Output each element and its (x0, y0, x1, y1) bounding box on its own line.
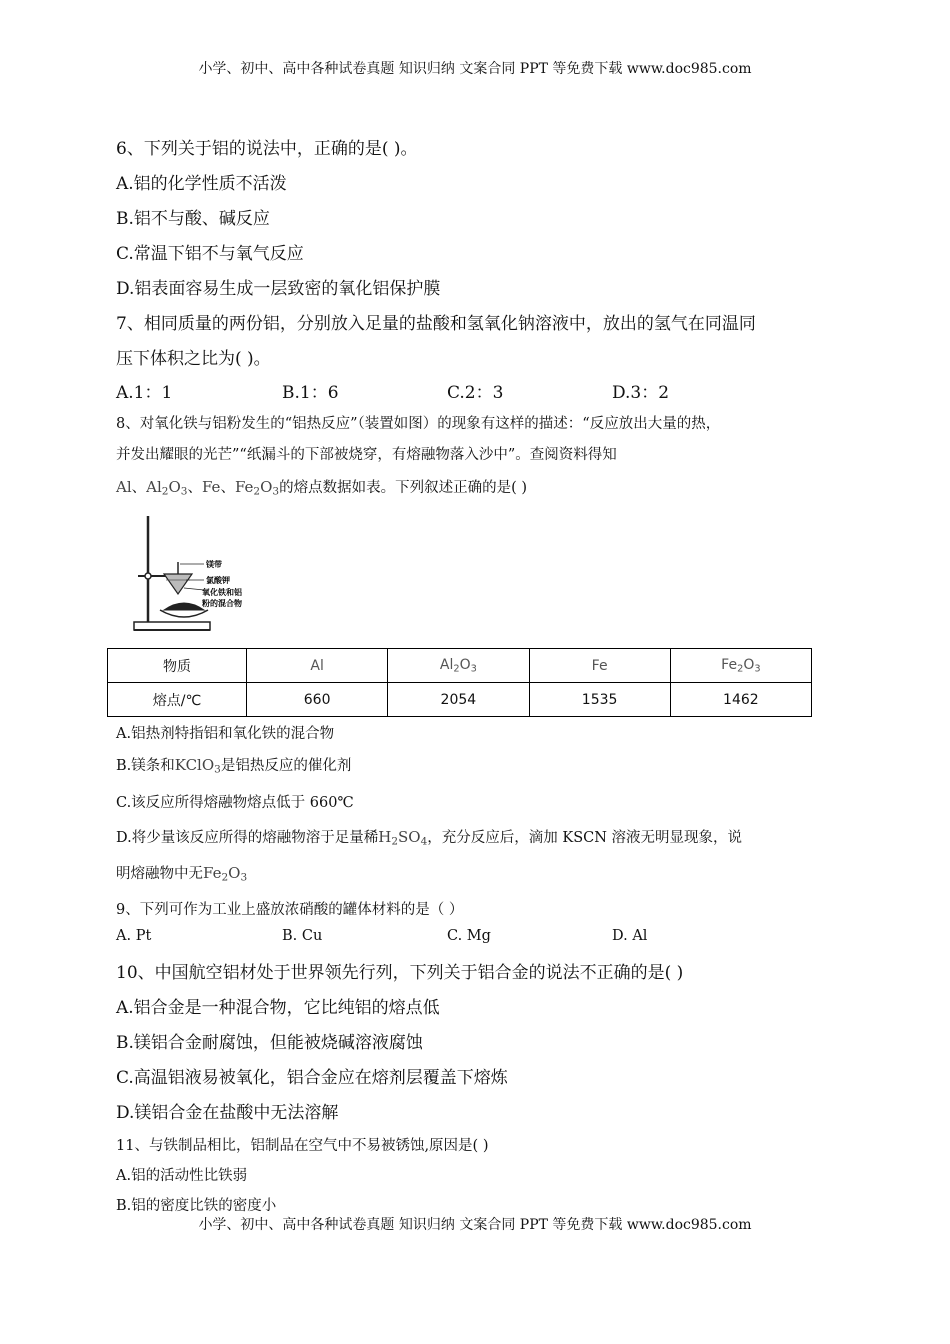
q10-option-a: A.铝合金是一种混合物，它比纯铝的熔点低 (116, 998, 440, 1018)
q11-option-b: B.铝的密度比铁的密度小 (116, 1198, 277, 1214)
q8-option-d-line2 (116, 862, 247, 884)
table-header-row (108, 649, 812, 683)
q7-option-c: C.2：3 (447, 383, 504, 403)
formula-kclo3: KClO$_3$ (174, 756, 221, 776)
q8-option-d-suffix: ，充分反应后，滴加 KSCN 溶液无明显现象，说 (427, 830, 743, 846)
separator: 、 (187, 480, 202, 496)
q11-stem: 11、与铁制品相比，铝制品在空气中不易被锈蚀,原因是( ) (116, 1138, 489, 1154)
table-cell-fe: 1535 (529, 683, 670, 717)
table-header-substance: 物质 (108, 649, 247, 683)
q8-option-c: C.该反应所得熔融物熔点低于 660℃ (116, 795, 354, 811)
q8-option-b-suffix: 是铝热反应的催化剂 (220, 758, 352, 774)
formula-fe2o3: $Fe_2O_3$ (234, 478, 280, 498)
q6-option-a: A.铝的化学性质不活泼 (116, 174, 287, 194)
melting-point-table (107, 648, 812, 717)
table-header-fe2o3 (670, 649, 811, 683)
q8-stem-line1: 8、对氧化铁与铝粉发生的“铝热反应”（装置如图）的现象有这样的描述：“反应放出大量的热， (116, 416, 721, 432)
table-row-label: 熔点/℃ (108, 683, 247, 717)
table-row (108, 683, 812, 717)
formula-fe2o3-option: $Fe_2O_3$ (203, 864, 248, 884)
q10-option-c: C.高温铝液易被氧化，铝合金应在熔剂层覆盖下熔炼 (116, 1068, 508, 1088)
q10-stem: 10、中国航空铝材处于世界领先行列，下列关于铝合金的说法不正确的是( ) (116, 963, 684, 983)
table-header-fe: Fe (529, 649, 670, 683)
diagram-label-mg-ribbon: 镁带 (206, 560, 222, 569)
q9-stem: 9、下列可作为工业上盛放浓硝酸的罐体材料的是（ ） (116, 902, 464, 918)
table-cell-al: 660 (247, 683, 388, 717)
q10-option-b: B.镁铝合金耐腐蚀，但能被烧碱溶液腐蚀 (116, 1033, 423, 1053)
q6-option-c: C.常温下铝不与氧气反应 (116, 244, 304, 264)
q8-stem-line3 (116, 476, 527, 498)
table-cell-al2o3: 2054 (388, 683, 529, 717)
thermite-apparatus-diagram (128, 512, 268, 636)
q8-option-d-line1 (116, 826, 742, 848)
q7-option-a: A.1：1 (116, 383, 173, 403)
separator: 、 (220, 480, 235, 496)
page-footer: 小学、初中、高中各种试卷真题 知识归纳 文案合同 PPT 等免费下载 www.doc985.com (198, 1217, 752, 1233)
q7-option-b: B.1：6 (282, 383, 339, 403)
q8-stem-line3-suffix: 的熔点数据如表。下列叙述正确的是( ) (279, 480, 528, 496)
q9-option-a: A. Pt (116, 928, 152, 944)
q8-option-d-prefix: D.将少量该反应所得的熔融物溶于足量稀 (116, 830, 379, 846)
diagram-label-mixture-2: 粉的混合物 (202, 599, 242, 608)
q6-stem: 6、下列关于铝的说法中，正确的是( )。 (116, 139, 418, 159)
q8-option-b-prefix: B.镁条和 (116, 758, 175, 774)
q9-option-b: B. Cu (282, 928, 323, 944)
q8-option-b (116, 754, 351, 776)
q10-option-d: D.镁铝合金在盐酸中无法溶解 (116, 1103, 339, 1123)
diagram-label-mixture-1: 氧化铁和铝 (202, 588, 242, 597)
fe2o3-cell: $Fe_2O_3$ (721, 656, 761, 675)
q6-option-d: D.铝表面容易生成一层致密的氧化铝保护膜 (116, 279, 441, 299)
al2o3-cell: $Al_2O_3$ (439, 656, 477, 675)
q9-option-c: C. Mg (447, 928, 491, 944)
table-header-al2o3 (388, 649, 529, 683)
q8-option-d-line2-prefix: 明熔融物中无 (116, 866, 203, 882)
separator: 、 (131, 480, 147, 496)
formula-fe: Fe (201, 478, 221, 496)
q11-option-a: A.铝的活动性比铁弱 (116, 1168, 248, 1184)
diagram-label-kclo3: 氯酸钾 (206, 576, 230, 585)
table-cell-fe2o3: 1462 (670, 683, 811, 717)
q9-option-d: D. Al (612, 928, 648, 944)
q6-option-b: B.铝不与酸、碱反应 (116, 209, 270, 229)
formula-h2so4: $H_2SO_4$ (378, 828, 428, 848)
table-header-al: Al (247, 649, 388, 683)
q7-stem-line2: 压下体积之比为( )。 (116, 349, 271, 369)
q8-option-a: A.铝热剂特指铝和氧化铁的混合物 (116, 726, 335, 742)
page-header: 小学、初中、高中各种试卷真题 知识归纳 文案合同 PPT 等免费下载 www.doc985.com (198, 61, 752, 77)
formula-al: Al (116, 478, 132, 496)
q7-stem-line1: 7、相同质量的两份铝，分别放入足量的盐酸和氢氧化钠溶液中，放出的氢气在同温同 (116, 314, 756, 334)
q8-stem-line2: 并发出耀眼的光芒”“纸漏斗的下部被烧穿，有熔融物落入沙中”。查阅资料得知 (116, 447, 617, 463)
q7-option-d: D.3：2 (612, 383, 670, 403)
formula-al2o3: $Al_2O_3$ (146, 478, 188, 498)
